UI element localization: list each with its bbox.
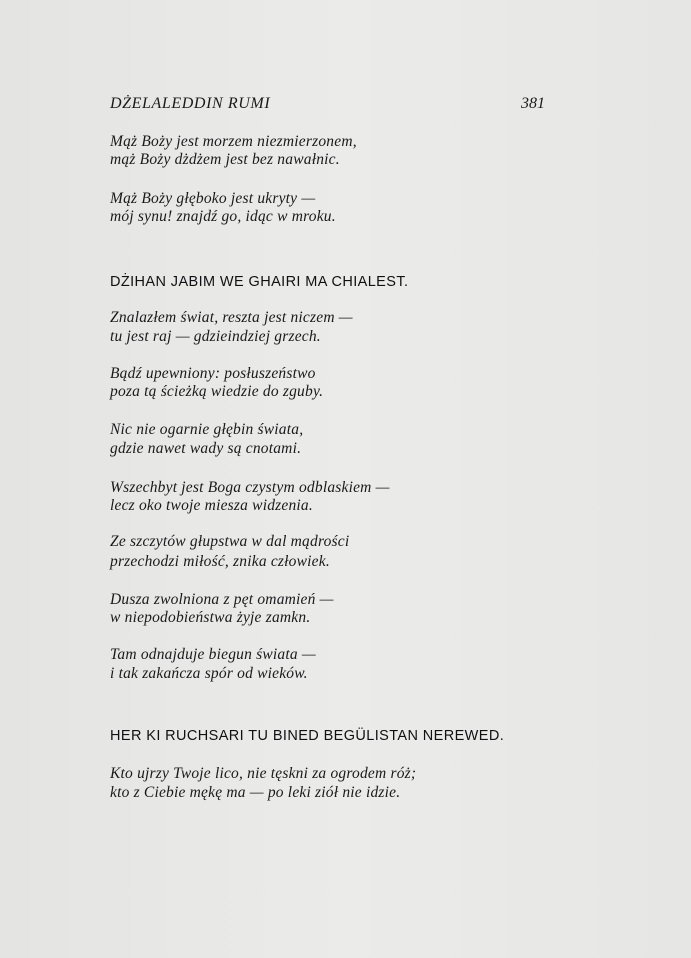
verse-line: Bądź upewniony: posłuszeństwo — [110, 365, 316, 382]
verse-line: poza tą ścieżką wiedzie do zguby. — [110, 383, 324, 400]
verse-line: w niepodobieństwa żyje zamkn. — [110, 609, 311, 626]
page-number: 381 — [521, 95, 545, 112]
verse-line: Znalazłem świat, reszta jest niczem — — [110, 309, 353, 326]
verse-line: Nic nie ogarnie głębin świata, — [110, 421, 304, 438]
verse-line: kto z Ciebie mękę ma — po leki ziół nie idzie. — [110, 784, 401, 801]
verse-line: Ze szczytów głupstwa w dal mądrości — [110, 533, 350, 550]
verse-line: Kto ujrzy Twoje lico, nie tęskni za ogrodem róż; — [110, 765, 417, 782]
verse-line: Tam odnajduje biegun świata — — [110, 646, 316, 663]
verse-line: tu jest raj — gdzieindziej grzech. — [110, 328, 321, 345]
verse-line: mąż Boży dżdżem jest bez nawałnic. — [110, 151, 340, 168]
poem-title: DŻIHAN JABIM WE GHAIRI MA CHIALEST. — [110, 274, 409, 290]
running-title: DŻELALEDDIN RUMI — [110, 95, 271, 112]
verse-line: Mąż Boży jest morzem niezmierzonem, — [110, 133, 357, 150]
verse-line: mój synu! znajdź go, idąc w mroku. — [110, 208, 336, 225]
verse-line: Wszechbyt jest Boga czystym odblaskiem — — [110, 479, 390, 496]
verse-line: Dusza zwolniona z pęt omamień — — [110, 591, 334, 608]
verse-line: i tak zakańcza spór od wieków. — [110, 665, 308, 682]
verse-line: lecz oko twoje miesza widzenia. — [110, 497, 313, 514]
poem-title: HER KI RUCHSARI TU BINED BEGÜLISTAN NEREWED. — [110, 728, 505, 744]
verse-line: przechodzi miłość, znika człowiek. — [110, 553, 330, 570]
verse-line: Mąż Boży głęboko jest ukryty — — [110, 190, 316, 207]
verse-line: gdzie nawet wady są cnotami. — [110, 440, 302, 457]
